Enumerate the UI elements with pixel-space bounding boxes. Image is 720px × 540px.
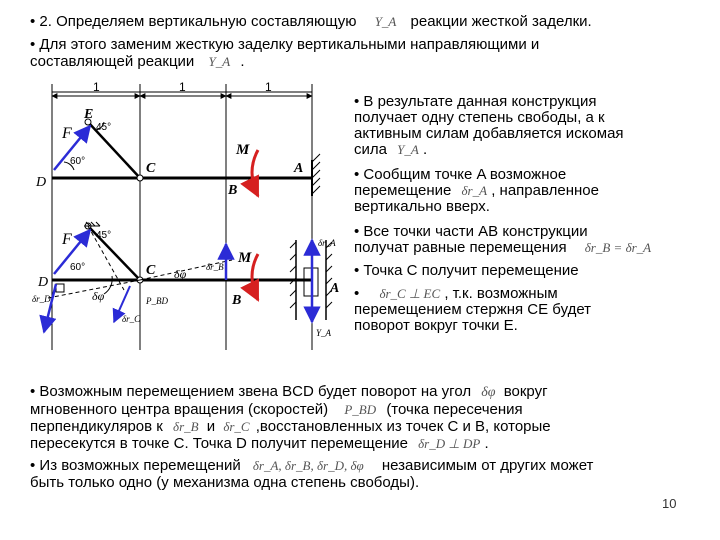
rb-5-line-3: поворот вокруг точки E.: [354, 317, 518, 334]
header-line-2: • Для этого заменим жесткую заделку вертикальными направляющими и: [30, 36, 540, 53]
top-scheme: [52, 119, 320, 196]
bt-2-text: мгновенного центра вращения (скоростей): [30, 401, 329, 418]
bt-3-symbol-1: δr_B: [173, 419, 199, 434]
label-c-top: C: [146, 161, 156, 176]
bt-3-mid: и: [206, 418, 216, 435]
bt-3-text: перпендикуляров к: [30, 418, 163, 435]
rb-3-line-2: [354, 239, 651, 256]
dim-label-3: 1: [265, 80, 272, 94]
rb-2-line-1: • Сообщим точке A возможное: [354, 166, 567, 183]
bt-1-line-1: [30, 383, 548, 401]
bt-2-end: (точка пересечения: [386, 401, 523, 418]
bt-2-symbol: P_BD: [344, 402, 377, 417]
rb-5-line-2: перемещением стержня CE будет: [354, 301, 592, 318]
label-c-bottom: C: [146, 263, 156, 278]
rb-5-symbol: δr_C ⊥ EC: [379, 286, 441, 301]
angle-60-bottom: 60°: [70, 262, 86, 273]
bt-1-line-2: [30, 401, 523, 418]
rb-2-end: , направленное: [491, 182, 599, 199]
header-line-1-end: реакции жесткой заделки.: [410, 13, 592, 30]
moment-top: [252, 150, 258, 196]
bt-4-end: .: [484, 435, 489, 452]
label-ya: Y_A: [316, 328, 332, 338]
bt-1-text: • Возможным перемещением звена BCD будет поворот на угол: [30, 383, 472, 400]
label-a-bottom: A: [330, 281, 340, 296]
rb-1-line-2: получает одну степень свободы, а к: [354, 109, 605, 126]
bt-5-end: независимым от других может: [381, 457, 594, 474]
bt-3-symbol-2: δr_C: [223, 419, 250, 434]
rb-2-text: перемещение: [354, 182, 452, 199]
label-dphi-top: δφ: [174, 267, 187, 281]
bt-1-line-3: [30, 418, 551, 435]
rb-1-line-1: • В результате данная конструкция: [354, 93, 597, 110]
rb-5-line-1: [354, 285, 558, 302]
rb-5-text: , т.к. возможным: [444, 285, 558, 302]
bt-5-text: • Из возможных перемещений: [30, 457, 241, 474]
label-drd: δr_D: [32, 294, 51, 304]
rb-3-text: получат равные перемещения: [354, 239, 567, 256]
angle-45-bottom: 45°: [96, 230, 112, 241]
rb-3-line-1: • Все точки части AB конструкции: [354, 223, 588, 240]
label-m-bottom: M: [238, 250, 252, 266]
rb-1-symbol: Y_A: [397, 142, 419, 157]
bottom-scheme: [44, 222, 332, 332]
dim-label-1: 1: [93, 80, 100, 94]
rb-1-line-4: [354, 141, 427, 158]
moment-bottom: [252, 254, 258, 300]
label-pbd: P_BD: [146, 296, 168, 306]
dim-label-2: 1: [179, 80, 186, 94]
label-b-top: B: [228, 183, 238, 198]
bt-2-line-2: быть только одно (у механизма одна степень свободы).: [30, 474, 420, 491]
bt-1-end: вокруг: [503, 383, 548, 400]
ya-symbol-2: Y_A: [208, 54, 231, 69]
header-line-3-end: .: [240, 53, 245, 70]
label-dphi-bottom: δφ: [92, 289, 105, 303]
rb-4-line-1: • Точка C получит перемещение: [354, 262, 579, 279]
bt-1-line-4: [30, 435, 489, 452]
label-d-top: D: [36, 175, 47, 190]
label-e: E: [84, 107, 94, 122]
bt-5-symbol: δr_A, δr_B, δr_D, δφ: [252, 458, 364, 473]
rb-1-line-3: активным силам добавляется искомая: [354, 125, 624, 142]
bt-4-symbol: δr_D ⊥ DP: [418, 436, 481, 451]
label-f-bottom: F: [62, 231, 72, 248]
rb-1-end: .: [423, 141, 428, 158]
label-m-top: M: [236, 142, 250, 158]
label-dra: δr_A: [318, 238, 336, 248]
rb-2-symbol: δr_A: [461, 183, 488, 198]
rb-3-symbol: δr_B = δr_A: [584, 240, 652, 255]
bt-3-end: ,восстановленных из точек C и B, которые: [255, 418, 551, 435]
label-drb: δr_B: [206, 262, 224, 272]
header-line-1-text: • 2. Определяем вертикальную составляющую: [30, 13, 357, 30]
label-b-bottom: B: [232, 293, 242, 308]
page-number: 10: [662, 496, 677, 511]
rb-5-bullet: •: [354, 285, 360, 302]
bt-1-symbol: δφ: [481, 385, 496, 400]
bt-2-line-1: [30, 457, 593, 474]
label-drc: δr_C: [122, 314, 141, 324]
arrow-drd: [44, 284, 56, 332]
rb-2-line-2: [354, 182, 599, 199]
angle-60-top: 60°: [70, 156, 86, 167]
header-line-3-text: составляющей реакции: [30, 53, 195, 70]
label-d-bottom: D: [38, 275, 49, 290]
label-a-top: A: [294, 161, 304, 176]
rb-1-text: сила: [354, 141, 387, 158]
ya-symbol: Y_A: [374, 14, 397, 29]
angle-45-top: 45°: [96, 122, 112, 133]
label-f-top: F: [62, 125, 72, 142]
rb-2-line-3: вертикально вверх.: [354, 198, 490, 215]
bt-4-text: пересекутся в точке C. Точка D получит перемещение: [30, 435, 408, 452]
grid-lines: [52, 92, 312, 350]
